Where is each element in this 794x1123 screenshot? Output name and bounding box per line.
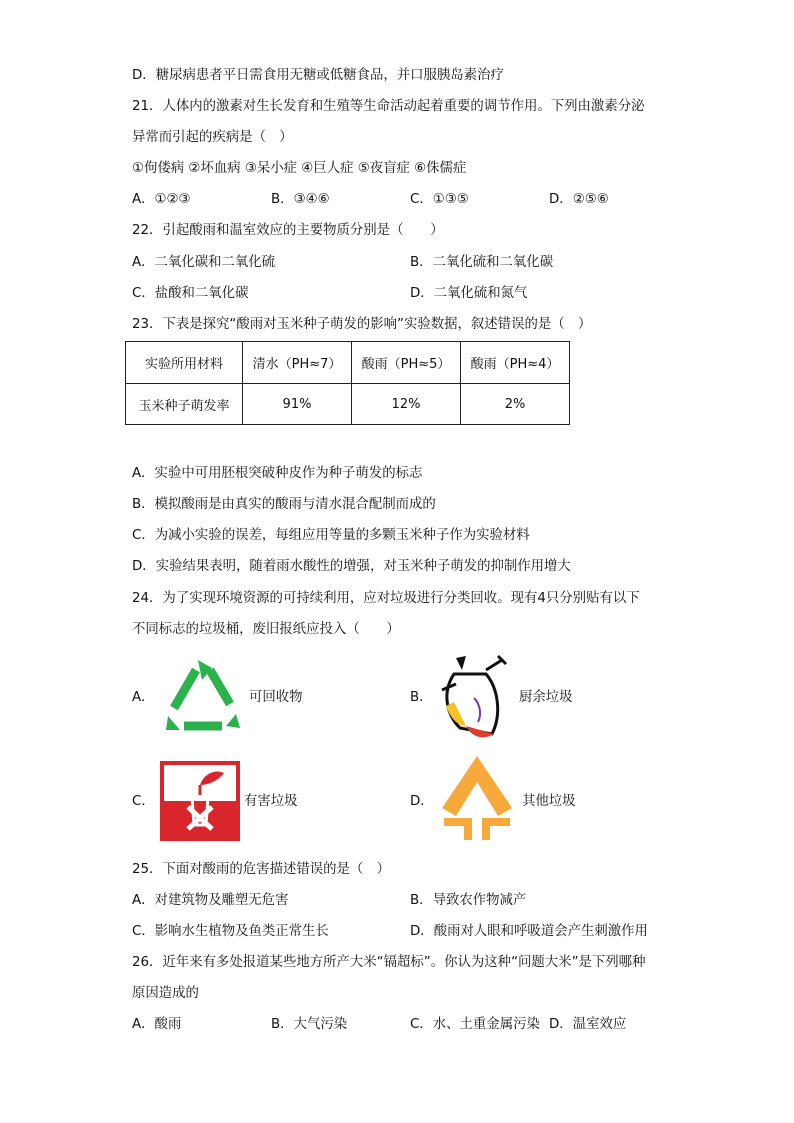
q25-option-d: D．酸雨对人眼和呼吸道会产生刺激作用 — [410, 924, 648, 939]
q23-option-d: D．实验结果表明，随着雨水酸性的增强，对玉米种子萌发的抑制作用增大 — [132, 559, 571, 574]
hazardous-waste-icon — [160, 761, 240, 841]
q23-option-c: C．为减小实验的误差，每组应用等量的多颗玉米种子作为实验材料 — [132, 528, 530, 543]
q24-option-b-label: 厨余垃圾 — [519, 690, 573, 705]
table-cell: 2% — [461, 384, 570, 425]
q21-option-d: D．②⑤⑥ — [549, 192, 609, 207]
table-row — [126, 384, 570, 425]
q24-option-c-label: 有害垃圾 — [244, 794, 298, 809]
other-waste-icon — [436, 754, 518, 846]
table-header-cell: 清水（PH≈7） — [243, 342, 352, 384]
q22-option-a: A．二氧化碳和二氧化硫 — [132, 255, 276, 270]
q26-stem-line1: 26．近年来有多处报道某些地方所产大米“镉超标”。你认为这种“问题大米”是下列哪种 — [132, 955, 646, 970]
q24-option-d-label: 其他垃圾 — [522, 794, 576, 809]
q24-stem-line2: 不同标志的垃圾桶，废旧报纸应投入（ ） — [132, 622, 400, 637]
q25-option-c: C．影响水生植物及鱼类正常生长 — [132, 924, 329, 939]
table-header-row — [126, 342, 570, 384]
q21-stem-line1: 21．人体内的激素对生长发育和生殖等生命活动起着重要的调节作用。下列由激素分泌 — [132, 99, 645, 114]
q24-option-d-letter: D． — [410, 794, 434, 809]
recycle-icon — [160, 656, 246, 736]
experiment-table — [125, 341, 570, 425]
q26-stem-line2: 原因造成的 — [132, 986, 199, 1001]
table-header-cell: 酸雨（PH≈4） — [461, 342, 570, 384]
table-header-cell: 实验所用材料 — [126, 342, 243, 384]
q21-option-a: A．①②③ — [132, 192, 191, 207]
q24-option-b-letter: B． — [410, 690, 433, 705]
q23-stem: 23．下表是探究“酸雨对玉米种子萌发的影响”实验数据，叙述错误的是（ ） — [132, 317, 592, 332]
q26-option-a: A．酸雨 — [132, 1017, 182, 1032]
q25-option-a: A．对建筑物及雕塑无危害 — [132, 893, 289, 908]
q26-option-c: C．水、土重金属污染 — [410, 1017, 540, 1032]
q24-option-c-letter: C． — [132, 794, 155, 809]
q21-option-b: B．③④⑥ — [271, 192, 330, 207]
table-cell: 玉米种子萌发率 — [126, 384, 243, 425]
q21-items: ①佝偻病 ②坏血病 ③呆小症 ④巨人症 ⑤夜盲症 ⑥侏儒症 — [132, 161, 467, 176]
q22-option-b: B．二氧化硫和二氧化碳 — [410, 255, 554, 270]
q25-option-b: B．导致农作物减产 — [410, 893, 527, 908]
q23-option-a: A．实验中可用胚根突破种皮作为种子萌发的标志 — [132, 466, 423, 481]
q24-option-a-label: 可回收物 — [249, 690, 303, 705]
q22-stem: 22．引起酸雨和温室效应的主要物质分别是（ ） — [132, 223, 444, 238]
q24-option-a-letter: A． — [132, 690, 155, 705]
q22-option-d: D．二氧化硫和氮气 — [410, 286, 528, 301]
q21-stem-line2: 异常而引起的疾病是（ ） — [132, 130, 293, 145]
q21-option-c: C．①③⑤ — [410, 192, 469, 207]
q25-stem: 25．下面对酸雨的危害描述错误的是（ ） — [132, 862, 391, 877]
kitchen-waste-icon — [432, 652, 516, 742]
q26-option-d: D．温室效应 — [549, 1017, 627, 1032]
q24-stem-line1: 24．为了实现环境资源的可持续利用，应对垃圾进行分类回收。现有4只分别贴有以下 — [132, 591, 640, 606]
table-header-cell: 酸雨（PH≈5） — [352, 342, 461, 384]
q23-option-b: B．模拟酸雨是由真实的酸雨与清水混合配制而成的 — [132, 497, 436, 512]
q26-option-b: B．大气污染 — [271, 1017, 348, 1032]
q22-option-c: C．盐酸和二氧化碳 — [132, 286, 249, 301]
table-cell: 91% — [243, 384, 352, 425]
q20-option-d: D．糖尿病患者平日需食用无糖或低糖食品，并口服胰岛素治疗 — [132, 68, 504, 83]
table-cell: 12% — [352, 384, 461, 425]
